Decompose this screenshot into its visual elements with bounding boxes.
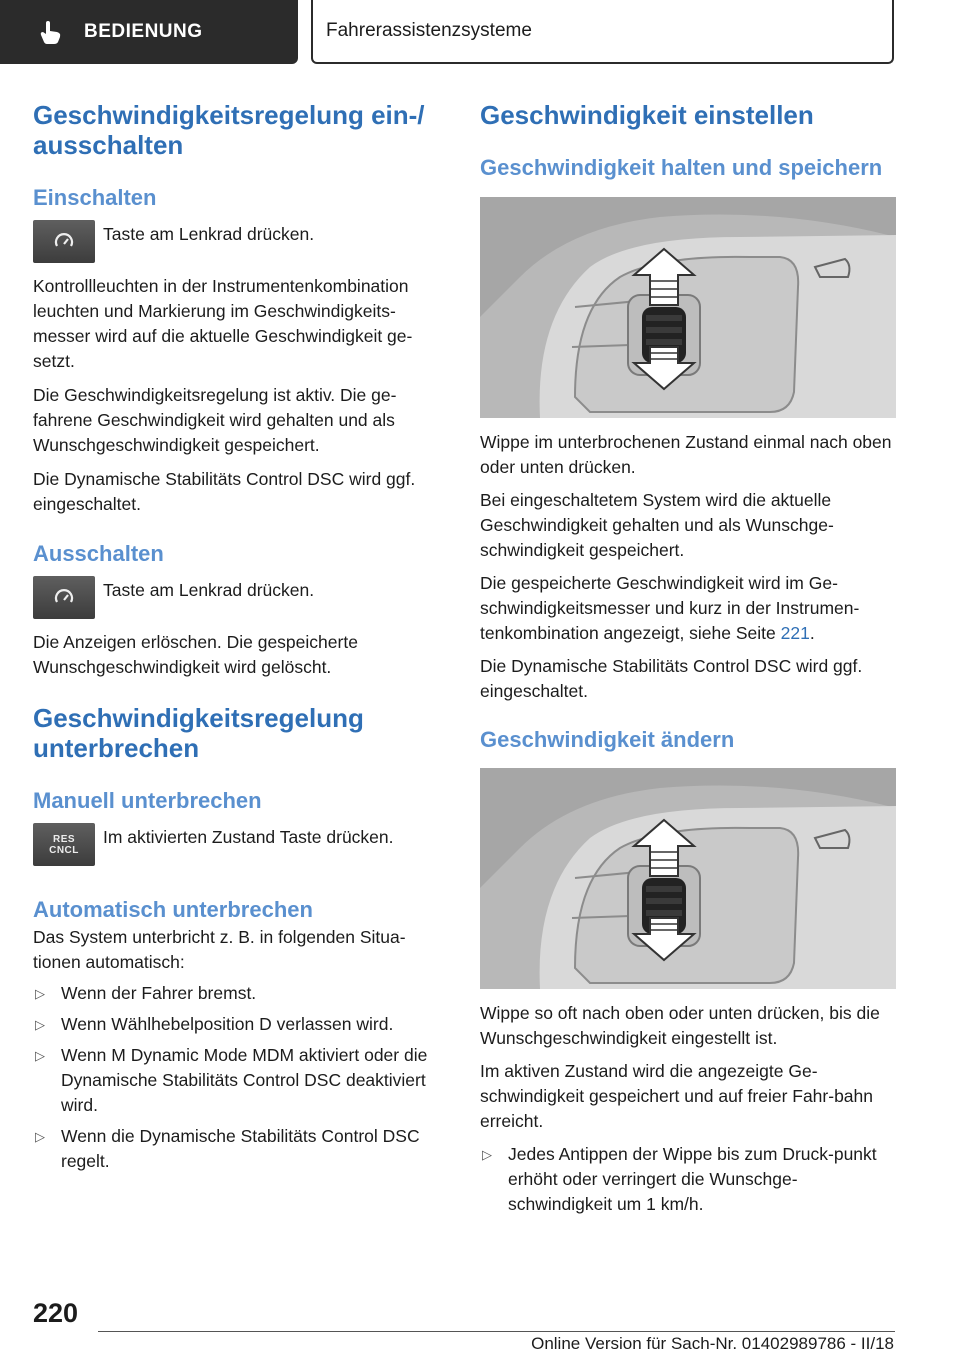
heading-ausschalten: Ausschalten (33, 541, 164, 566)
steering-wheel-image-2 (480, 768, 896, 989)
para-off-1: Die Anzeigen erlöschen. Die gespeicherte Wunschgeschwindigkeit wird gelöscht. (33, 632, 358, 677)
para-change-1: Wippe so oft nach oben oder unten drücken, bis die Wunschgeschwindigkeit eingestellt ist. (480, 1003, 880, 1048)
auto-list (33, 981, 449, 1174)
list-item: ▷ Wenn Wählhebelposition D verlassen wird. (33, 1012, 449, 1037)
para-on-2: Die Geschwindigkeitsregelung ist aktiv. Die ge-fahrene Geschwindigkeit wird gehalten und als Wunschgeschwindigkeit gespeichert. (33, 385, 397, 455)
cruise-control-icon (53, 587, 75, 609)
para-change-2: Im aktiven Zustand wird die angezeigte Ge-schwindigkeit gespeichert und auf freier Fahr-bahn erreicht. (480, 1061, 873, 1131)
heading-automatisch: Automatisch unterbrechen (33, 897, 313, 922)
list-item: ▷ Wenn M Dynamic Mode MDM aktiviert oder die Dynamische Stabilitäts Control DSC deaktiviert wird. (35, 1045, 428, 1115)
step-einschalten (33, 220, 449, 263)
steering-wheel-image-1 (480, 197, 896, 418)
footer-text: Online Version für Sach-Nr. 01402989786 - II/18 (531, 1334, 894, 1353)
cancel-label: CNCL (49, 844, 79, 856)
section-tab-label: BEDIENUNG (84, 21, 203, 42)
heading-halten: Geschwindigkeit halten und speichern (480, 155, 883, 180)
section-tab (0, 0, 298, 64)
page-number: 220 (33, 1298, 79, 1328)
resume-cancel-button-image (33, 823, 95, 866)
step-manuell (33, 823, 449, 866)
step-einschalten-text: Taste am Lenkrad drücken. (103, 224, 315, 244)
heading-aendern: Geschwindigkeit ändern (480, 727, 735, 752)
para-hold-4: Die Dynamische Stabilitäts Control DSC wird ggf. eingeschaltet. (480, 656, 863, 701)
para-hold-2: Bei eingeschaltetem System wird die aktuelle Geschwindigkeit gehalten und als Wunschge-schwindigkeit gespeichert. (480, 490, 834, 560)
hand-icon (38, 19, 64, 45)
para-on-1: Kontrollleuchten in der Instrumentenkombination leuchten und Markierung im Geschwindigkeits-messer wird auf die aktuelle Geschwindigkeit ge-setzt. (33, 276, 413, 371)
heading-einschalten: Einschalten (33, 185, 157, 210)
step-ausschalten (33, 576, 449, 619)
cruise-control-icon (53, 231, 75, 253)
heading-on-off: Geschwindigkeitsregelung ein-/ ausschalten (33, 100, 425, 160)
resume-label: RES (52, 833, 76, 845)
triangle-bullet-icon: ▷ (35, 1017, 45, 1032)
triangle-bullet-icon: ▷ (35, 1048, 45, 1063)
triangle-bullet-icon: ▷ (35, 1129, 45, 1144)
list-item: ▷ Jedes Antippen der Wippe bis zum Druck-punkt erhöht oder verringert die Wunschge-schwindigkeit um 1 km/h. (482, 1144, 877, 1214)
step-manuell-text: Im aktivierten Zustand Taste drücken. (103, 827, 394, 847)
right-column (480, 100, 896, 1217)
para-auto-1: Das System unterbricht z. B. in folgenden Situa-tionen automatisch: (33, 927, 406, 972)
heading-manuell: Manuell unterbrechen (33, 788, 262, 813)
list-item: ▷ Wenn die Dynamische Stabilitäts Control DSC regelt. (35, 1126, 420, 1171)
para-hold-3: Die gespeicherte Geschwindigkeit wird im Ge-schwindigkeitsmesser und kurz in der Instrumen-tenkombination angezeigt, siehe Seite 221. (480, 573, 860, 643)
change-list (480, 1142, 896, 1217)
heading-einstellen: Geschwindigkeit einstellen (480, 100, 814, 130)
para-hold-1: Wippe im unterbrochenen Zustand einmal nach oben oder unten drücken. (480, 432, 892, 477)
left-column (33, 100, 449, 1174)
chapter-title: Fahrerassistenzsysteme (311, 0, 894, 64)
page-link-221[interactable]: 221 (780, 623, 810, 643)
triangle-bullet-icon: ▷ (35, 986, 45, 1001)
para-on-3: Die Dynamische Stabilitäts Control DSC wird ggf. eingeschaltet. (33, 469, 416, 514)
triangle-bullet-icon: ▷ (482, 1147, 492, 1162)
heading-unterbrechen: Geschwindigkeitsregelung unterbrechen (33, 703, 364, 763)
cruise-button-image-off (33, 576, 95, 619)
footer-divider (98, 1331, 895, 1332)
cruise-button-image (33, 220, 95, 263)
step-ausschalten-text: Taste am Lenkrad drücken. (103, 580, 315, 600)
list-item: ▷ Wenn der Fahrer bremst. (33, 981, 449, 1006)
